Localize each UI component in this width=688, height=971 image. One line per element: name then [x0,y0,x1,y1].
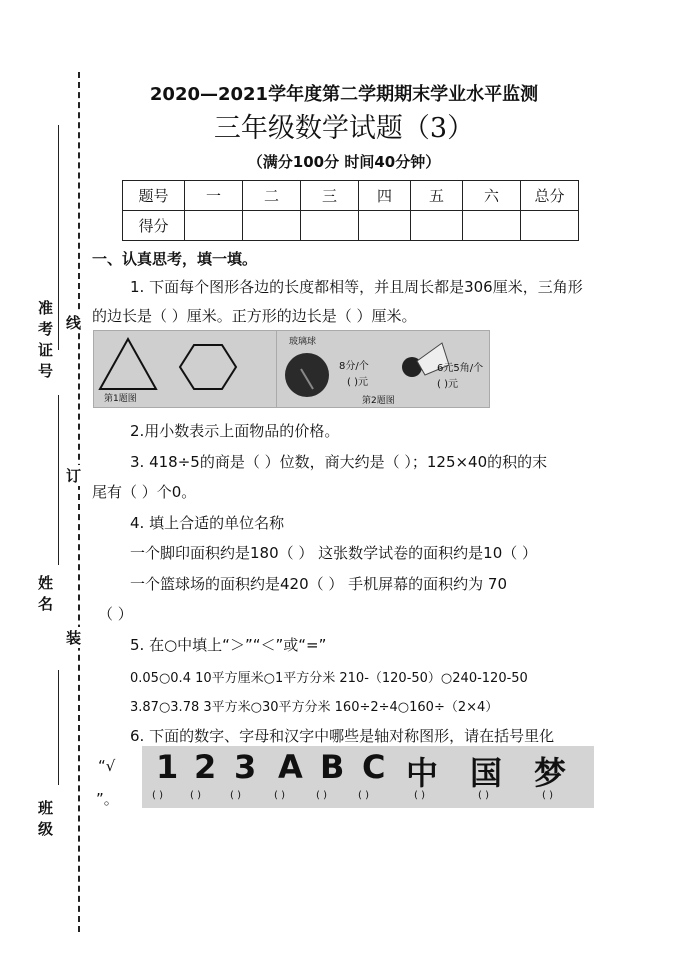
answer-blank[interactable]: ( ) [542,790,553,801]
shuttlecock-price-blank: ( )元 [437,379,458,390]
bind-char-order: 订 [66,467,82,485]
score-header-cell: 题号 [123,181,185,211]
q5-line1: 0.05○0.4 10平方厘米○1平方分米 210-（120-50）○240-120-50 [130,671,528,686]
q1-line2: 的边长是（ ）厘米。正方形的边长是（ ）厘米。 [92,307,417,325]
shuttlecock-price: 6元5角/个 [437,363,484,374]
q3-line1: 3. 418÷5的商是（ ）位数，商大约是（ ）；125×40的积的末 [130,453,548,471]
class-label: 班级 [36,800,54,842]
q6-line1: 6. 下面的数字、字母和汉字中哪些是轴对称图形，请在括号里化 [130,727,555,745]
bind-char-line: 线 [66,314,82,332]
answer-blank[interactable]: ( ) [152,790,163,801]
answer-blank[interactable]: ( ) [478,790,489,801]
name-blank [58,395,59,565]
class-blank [58,670,59,785]
score-cell[interactable] [411,211,463,241]
score-cell[interactable] [521,211,579,241]
answer-blank[interactable]: ( ) [274,790,285,801]
symbol-b: B [320,748,345,786]
score-table [122,180,579,241]
figure1-caption: 第1题图 [104,394,137,404]
score-table-score-row [123,211,579,241]
binding-dashed-line [78,72,80,932]
score-header-cell: 五 [411,181,463,211]
symbol-guo: 国 [470,754,503,792]
q4-line3: （ ） [98,605,133,623]
symbol-c: C [362,748,386,786]
q1-line1: 1. 下面每个图形各边的长度都相等，并且周长都是306厘米，三角形 [130,278,583,296]
exam-title-line3: （满分100分 时间40分钟） [247,153,441,171]
marble-price-blank: ( )元 [347,377,368,388]
symbol-2: 2 [194,748,217,786]
q6-line2b: ”。 [96,790,119,808]
bind-char-bind: 装 [66,629,82,647]
marble-label: 玻璃球 [289,337,317,347]
section1-heading: 一、认真思考，填一填。 [92,250,258,268]
marble-price: 8分/个 [339,361,369,372]
q4-line2: 一个篮球场的面积约是420（ ） 手机屏幕的面积约为 70 [130,575,508,593]
score-cell[interactable] [185,211,243,241]
q4-line1: 一个脚印面积约是180（ ） 这张数学试卷的面积约是10（ ） [130,544,538,562]
score-header-cell: 六 [463,181,521,211]
symbol-zhong: 中 [406,754,439,792]
marble-icon [285,353,329,397]
q2-text: 2.用小数表示上面物品的价格。 [130,422,340,440]
symmetry-symbols-strip [142,746,594,808]
symbol-1: 1 [156,748,179,786]
exam-id-label: 准考证号 [36,300,54,384]
q6-line2a: “√ [98,757,116,775]
score-header-cell: 四 [359,181,411,211]
figure1-shapes [93,330,278,408]
hexagon-shape [180,345,236,389]
figure2-caption: 第2题图 [362,396,395,406]
q4-title: 4. 填上合适的单位名称 [130,514,285,532]
symbol-a: A [278,748,303,786]
score-cell[interactable] [463,211,521,241]
exam-title-line1: 2020—2021学年度第二学期期末学业水平监测 [149,84,539,105]
score-table-header-row [123,181,579,211]
answer-blank[interactable]: ( ) [316,790,327,801]
name-label: 姓名 [36,575,54,617]
score-cell[interactable] [301,211,359,241]
q5-title: 5. 在○中填上“＞”“＜”或“=” [130,636,327,654]
score-cell[interactable] [359,211,411,241]
score-cell[interactable] [243,211,301,241]
q5-line2: 3.87○3.78 3平方米○30平方分米 160÷2÷4○160÷（2×4） [130,700,499,715]
score-row-label: 得分 [123,211,185,241]
score-header-cell: 总分 [521,181,579,211]
answer-blank[interactable]: ( ) [414,790,425,801]
answer-blank[interactable]: ( ) [230,790,241,801]
symbol-3: 3 [234,748,257,786]
answer-blank[interactable]: ( ) [358,790,369,801]
symbol-meng: 梦 [534,754,567,792]
score-header-cell: 一 [185,181,243,211]
score-header-cell: 三 [301,181,359,211]
figure2-items [276,330,490,408]
answer-blank[interactable]: ( ) [190,790,201,801]
triangle-shape [100,339,156,389]
exam-title-line2: 三年级数学试题（3） [213,113,475,144]
score-header-cell: 二 [243,181,301,211]
q3-line2: 尾有（ ）个0。 [92,483,197,501]
